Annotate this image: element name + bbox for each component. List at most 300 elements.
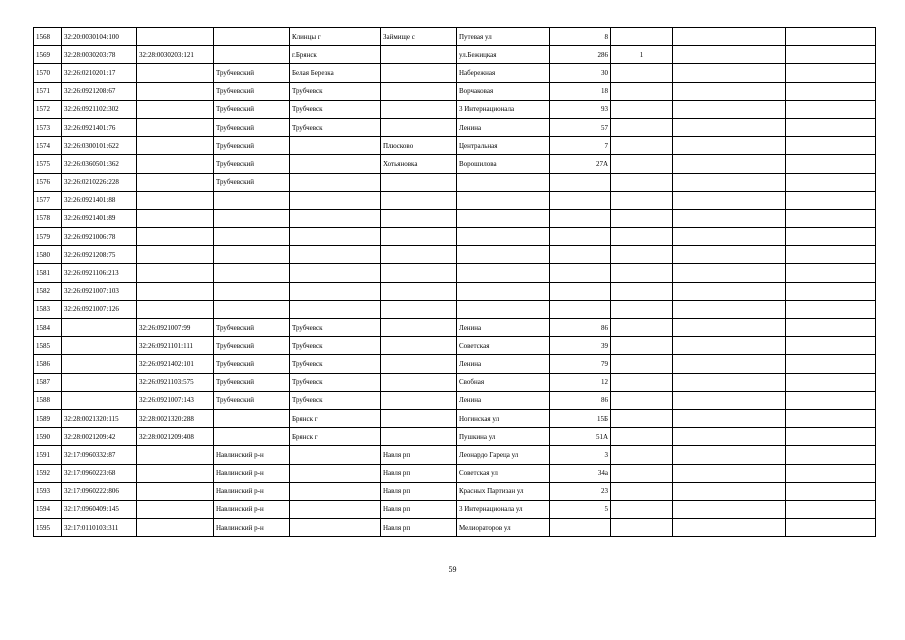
row-number-cell: 1575 (34, 155, 62, 173)
row-number-cell: 1584 (34, 319, 62, 337)
street-cell: Ногинская ул (457, 409, 550, 427)
extra-cell (673, 300, 786, 318)
settlement-cell: Хотьяновка (381, 155, 457, 173)
row-number-cell: 1585 (34, 337, 62, 355)
flat-cell (611, 155, 673, 173)
street-cell: Пушкина ул (457, 428, 550, 446)
table-row (34, 28, 876, 46)
cadastral-number-2-cell (137, 500, 214, 518)
settlement-cell: Навля рп (381, 500, 457, 518)
cadastral-number-2-cell: 32:26:0921007:99 (137, 319, 214, 337)
cadastral-number-cell: 32:26:0360501:362 (62, 155, 137, 173)
street-cell (457, 264, 550, 282)
row-number-cell: 1573 (34, 118, 62, 136)
house-cell: 57 (550, 118, 611, 136)
table-row (34, 82, 876, 100)
city-cell: Трубчевск (290, 373, 381, 391)
extra-cell (673, 209, 786, 227)
district-cell: Трубчевский (214, 137, 290, 155)
cadastral-number-cell: 32:26:0921401:76 (62, 118, 137, 136)
settlement-cell: Навля рп (381, 446, 457, 464)
settlement-cell (381, 82, 457, 100)
cadastral-number-cell: 32:26:0921208:75 (62, 246, 137, 264)
flat-cell (611, 337, 673, 355)
district-cell (214, 46, 290, 64)
district-cell: Навлинский р-н (214, 519, 290, 537)
street-cell: 3 Интернационала (457, 100, 550, 118)
flat-cell (611, 28, 673, 46)
cadastral-number-2-cell (137, 173, 214, 191)
table-row (34, 300, 876, 318)
settlement-cell (381, 391, 457, 409)
house-cell: 39 (550, 337, 611, 355)
extra-cell (673, 118, 786, 136)
table-row (34, 137, 876, 155)
row-number-cell: 1593 (34, 482, 62, 500)
city-cell: Трубчевск (290, 337, 381, 355)
extra-cell (673, 482, 786, 500)
extra-cell (673, 355, 786, 373)
city-cell (290, 282, 381, 300)
city-cell (290, 482, 381, 500)
table-row (34, 191, 876, 209)
empty-cell (786, 100, 876, 118)
city-cell: Трубчевск (290, 118, 381, 136)
empty-cell (786, 228, 876, 246)
flat-cell (611, 391, 673, 409)
row-number-cell: 1577 (34, 191, 62, 209)
empty-cell (786, 282, 876, 300)
settlement-cell (381, 373, 457, 391)
settlement-cell: Займище с (381, 28, 457, 46)
extra-cell (673, 446, 786, 464)
city-cell: Трубчевск (290, 391, 381, 409)
cadastral-number-cell: 32:26:0921401:88 (62, 191, 137, 209)
row-number-cell: 1580 (34, 246, 62, 264)
settlement-cell (381, 173, 457, 191)
flat-cell (611, 500, 673, 518)
cadastral-number-2-cell (137, 282, 214, 300)
district-cell (214, 28, 290, 46)
flat-cell (611, 319, 673, 337)
flat-cell (611, 409, 673, 427)
city-cell (290, 519, 381, 537)
empty-cell (786, 446, 876, 464)
house-cell: 7 (550, 137, 611, 155)
flat-cell (611, 355, 673, 373)
house-cell (550, 246, 611, 264)
settlement-cell (381, 64, 457, 82)
cadastral-number-2-cell (137, 137, 214, 155)
cadastral-number-cell: 32:17:0960409:145 (62, 500, 137, 518)
city-cell: Белая Березка (290, 64, 381, 82)
cadastral-number-2-cell (137, 246, 214, 264)
street-cell: Путевая ул (457, 28, 550, 46)
cadastral-number-cell: 32:28:0021320:115 (62, 409, 137, 427)
cadastral-number-2-cell (137, 228, 214, 246)
district-cell: Трубчевский (214, 100, 290, 118)
house-cell: 86 (550, 391, 611, 409)
district-cell (214, 282, 290, 300)
district-cell: Навлинский р-н (214, 500, 290, 518)
empty-cell (786, 209, 876, 227)
extra-cell (673, 337, 786, 355)
settlement-cell (381, 319, 457, 337)
house-cell: 8 (550, 28, 611, 46)
flat-cell (611, 118, 673, 136)
district-cell: Навлинский р-н (214, 446, 290, 464)
house-cell (550, 519, 611, 537)
settlement-cell (381, 409, 457, 427)
table-row (34, 228, 876, 246)
city-cell (290, 173, 381, 191)
row-number-cell: 1583 (34, 300, 62, 318)
extra-cell (673, 409, 786, 427)
row-number-cell: 1586 (34, 355, 62, 373)
city-cell: Брянск г (290, 409, 381, 427)
district-cell: Трубчевский (214, 82, 290, 100)
cadastral-number-cell: 32:26:0921208:67 (62, 82, 137, 100)
district-cell: Трубчевский (214, 64, 290, 82)
cadastral-number-2-cell (137, 64, 214, 82)
extra-cell (673, 155, 786, 173)
extra-cell (673, 464, 786, 482)
table-row (34, 446, 876, 464)
empty-cell (786, 264, 876, 282)
street-cell: 3 Интернационала ул (457, 500, 550, 518)
cadastral-number-2-cell (137, 191, 214, 209)
street-cell: Ленина (457, 118, 550, 136)
row-number-cell: 1570 (34, 64, 62, 82)
street-cell: Свобная (457, 373, 550, 391)
district-cell (214, 246, 290, 264)
district-cell (214, 300, 290, 318)
extra-cell (673, 46, 786, 64)
street-cell: ул.Бежицкая (457, 46, 550, 64)
house-cell (550, 300, 611, 318)
city-cell: Брянск г (290, 428, 381, 446)
row-number-cell: 1568 (34, 28, 62, 46)
empty-cell (786, 300, 876, 318)
flat-cell (611, 482, 673, 500)
extra-cell (673, 264, 786, 282)
empty-cell (786, 519, 876, 537)
street-cell (457, 246, 550, 264)
cadastral-number-2-cell (137, 264, 214, 282)
house-cell: 86 (550, 319, 611, 337)
settlement-cell (381, 118, 457, 136)
city-cell (290, 264, 381, 282)
settlement-cell: Навля рп (381, 464, 457, 482)
extra-cell (673, 82, 786, 100)
city-cell (290, 300, 381, 318)
settlement-cell: Навля рп (381, 482, 457, 500)
extra-cell (673, 28, 786, 46)
city-cell: г.Брянск (290, 46, 381, 64)
cadastral-number-cell: 32:17:0960222:806 (62, 482, 137, 500)
house-cell: 3 (550, 446, 611, 464)
cadastral-number-cell: 32:26:0921007:126 (62, 300, 137, 318)
settlement-cell (381, 228, 457, 246)
extra-cell (673, 100, 786, 118)
street-cell: Красных Партизан ул (457, 482, 550, 500)
flat-cell (611, 100, 673, 118)
row-number-cell: 1579 (34, 228, 62, 246)
district-cell (214, 264, 290, 282)
house-cell: 5 (550, 500, 611, 518)
city-cell: Трубчевск (290, 100, 381, 118)
table-row (34, 155, 876, 173)
empty-cell (786, 118, 876, 136)
district-cell: Трубчевский (214, 118, 290, 136)
extra-cell (673, 191, 786, 209)
empty-cell (786, 64, 876, 82)
table-row (34, 100, 876, 118)
extra-cell (673, 519, 786, 537)
flat-cell (611, 519, 673, 537)
row-number-cell: 1594 (34, 500, 62, 518)
house-cell: 15Б (550, 409, 611, 427)
flat-cell (611, 191, 673, 209)
flat-cell: 1 (611, 46, 673, 64)
street-cell: Советская ул (457, 464, 550, 482)
cadastral-number-2-cell (137, 118, 214, 136)
cadastral-number-2-cell: 32:26:0921007:143 (137, 391, 214, 409)
cadastral-number-cell (62, 337, 137, 355)
street-cell: Советская (457, 337, 550, 355)
cadastral-number-cell (62, 319, 137, 337)
empty-cell (786, 155, 876, 173)
row-number-cell: 1589 (34, 409, 62, 427)
district-cell (214, 428, 290, 446)
street-cell: Ворчаковая (457, 82, 550, 100)
city-cell: Трубчевск (290, 82, 381, 100)
table-row (34, 209, 876, 227)
house-cell: 23 (550, 482, 611, 500)
settlement-cell (381, 282, 457, 300)
empty-cell (786, 191, 876, 209)
cadastral-number-2-cell: 32:26:0921103:575 (137, 373, 214, 391)
street-cell (457, 228, 550, 246)
row-number-cell: 1595 (34, 519, 62, 537)
cadastral-number-2-cell (137, 300, 214, 318)
cadastral-number-2-cell (137, 519, 214, 537)
empty-cell (786, 337, 876, 355)
house-cell: 51А (550, 428, 611, 446)
street-cell: Набережная (457, 64, 550, 82)
table-row (34, 391, 876, 409)
extra-cell (673, 137, 786, 155)
district-cell: Навлинский р-н (214, 464, 290, 482)
extra-cell (673, 500, 786, 518)
district-cell: Трубчевский (214, 173, 290, 191)
city-cell (290, 209, 381, 227)
district-cell (214, 191, 290, 209)
cadastral-number-cell: 32:26:0921401:89 (62, 209, 137, 227)
city-cell (290, 191, 381, 209)
cadastral-number-2-cell: 32:28:0021209:408 (137, 428, 214, 446)
house-cell (550, 209, 611, 227)
row-number-cell: 1578 (34, 209, 62, 227)
row-number-cell: 1572 (34, 100, 62, 118)
cadastral-number-2-cell (137, 28, 214, 46)
table-row (34, 373, 876, 391)
district-cell (214, 228, 290, 246)
table-row (34, 337, 876, 355)
city-cell (290, 155, 381, 173)
table-row (34, 118, 876, 136)
cadastral-number-cell: 32:26:0921006:78 (62, 228, 137, 246)
settlement-cell (381, 246, 457, 264)
row-number-cell: 1574 (34, 137, 62, 155)
city-cell (290, 464, 381, 482)
empty-cell (786, 82, 876, 100)
house-cell: 30 (550, 64, 611, 82)
table-row (34, 409, 876, 427)
flat-cell (611, 446, 673, 464)
district-cell: Навлинский р-н (214, 482, 290, 500)
district-cell: Трубчевский (214, 155, 290, 173)
row-number-cell: 1590 (34, 428, 62, 446)
cadastral-number-cell: 32:26:0210201:17 (62, 64, 137, 82)
table-row (34, 282, 876, 300)
cadastral-number-2-cell: 32:26:0921402:101 (137, 355, 214, 373)
cadastral-number-cell: 32:28:0030203:78 (62, 46, 137, 64)
empty-cell (786, 319, 876, 337)
extra-cell (673, 173, 786, 191)
row-number-cell: 1576 (34, 173, 62, 191)
table-row (34, 482, 876, 500)
district-cell: Трубчевский (214, 355, 290, 373)
empty-cell (786, 464, 876, 482)
city-cell (290, 446, 381, 464)
district-cell (214, 409, 290, 427)
settlement-cell (381, 46, 457, 64)
empty-cell (786, 500, 876, 518)
empty-cell (786, 246, 876, 264)
settlement-cell (381, 209, 457, 227)
house-cell: 79 (550, 355, 611, 373)
house-cell: 27А (550, 155, 611, 173)
flat-cell (611, 64, 673, 82)
settlement-cell (381, 191, 457, 209)
table-row (34, 500, 876, 518)
district-cell: Трубчевский (214, 373, 290, 391)
cadastral-number-cell: 32:28:0021209:42 (62, 428, 137, 446)
city-cell: Клинцы г (290, 28, 381, 46)
page-number: 59 (448, 565, 457, 574)
empty-cell (786, 373, 876, 391)
cadastral-number-cell: 32:26:0921007:103 (62, 282, 137, 300)
cadastral-number-cell: 32:17:0110103:311 (62, 519, 137, 537)
settlement-cell (381, 428, 457, 446)
row-number-cell: 1581 (34, 264, 62, 282)
street-cell: Ворошилова (457, 155, 550, 173)
flat-cell (611, 464, 673, 482)
table-row (34, 173, 876, 191)
settlement-cell (381, 355, 457, 373)
cadastral-number-cell: 32:17:0960332:87 (62, 446, 137, 464)
city-cell (290, 500, 381, 518)
cadastral-number-2-cell (137, 82, 214, 100)
empty-cell (786, 137, 876, 155)
table-row (34, 64, 876, 82)
cadastral-number-2-cell (137, 209, 214, 227)
cadastral-number-2-cell: 32:28:0021320:288 (137, 409, 214, 427)
settlement-cell: Плюсково (381, 137, 457, 155)
house-cell (550, 282, 611, 300)
flat-cell (611, 137, 673, 155)
extra-cell (673, 282, 786, 300)
extra-cell (673, 373, 786, 391)
cadastral-number-cell: 32:26:0210226:228 (62, 173, 137, 191)
settlement-cell (381, 300, 457, 318)
empty-cell (786, 46, 876, 64)
row-number-cell: 1588 (34, 391, 62, 409)
row-number-cell: 1592 (34, 464, 62, 482)
district-cell (214, 209, 290, 227)
settlement-cell (381, 100, 457, 118)
district-cell: Трубчевский (214, 319, 290, 337)
district-cell: Трубчевский (214, 337, 290, 355)
street-cell: Центральная (457, 137, 550, 155)
street-cell (457, 209, 550, 227)
empty-cell (786, 391, 876, 409)
house-cell: 34а (550, 464, 611, 482)
flat-cell (611, 82, 673, 100)
table-row (34, 355, 876, 373)
city-cell (290, 246, 381, 264)
empty-cell (786, 173, 876, 191)
table-row (34, 519, 876, 537)
city-cell (290, 137, 381, 155)
extra-cell (673, 319, 786, 337)
street-cell: Ленина (457, 355, 550, 373)
cadastral-number-2-cell (137, 482, 214, 500)
empty-cell (786, 482, 876, 500)
city-cell: Трубчевск (290, 319, 381, 337)
row-number-cell: 1569 (34, 46, 62, 64)
house-cell (550, 173, 611, 191)
street-cell: Ленина (457, 391, 550, 409)
table-row (34, 246, 876, 264)
flat-cell (611, 264, 673, 282)
settlement-cell: Навля рп (381, 519, 457, 537)
cadastral-number-2-cell (137, 100, 214, 118)
cadastral-number-cell: 32:26:0921102:302 (62, 100, 137, 118)
cadastral-number-cell: 32:17:0960223:68 (62, 464, 137, 482)
flat-cell (611, 428, 673, 446)
flat-cell (611, 300, 673, 318)
street-cell (457, 173, 550, 191)
house-cell (550, 228, 611, 246)
street-cell (457, 191, 550, 209)
flat-cell (611, 282, 673, 300)
cadastral-number-cell: 32:20:0030104:100 (62, 28, 137, 46)
street-cell: Леонардо Гареца ул (457, 446, 550, 464)
house-cell (550, 191, 611, 209)
empty-cell (786, 428, 876, 446)
street-cell: Ленина (457, 319, 550, 337)
table-row (34, 319, 876, 337)
table-row (34, 46, 876, 64)
cadastral-number-cell (62, 391, 137, 409)
house-cell: 93 (550, 100, 611, 118)
street-cell (457, 300, 550, 318)
cadastral-number-2-cell (137, 446, 214, 464)
flat-cell (611, 373, 673, 391)
house-cell: 12 (550, 373, 611, 391)
